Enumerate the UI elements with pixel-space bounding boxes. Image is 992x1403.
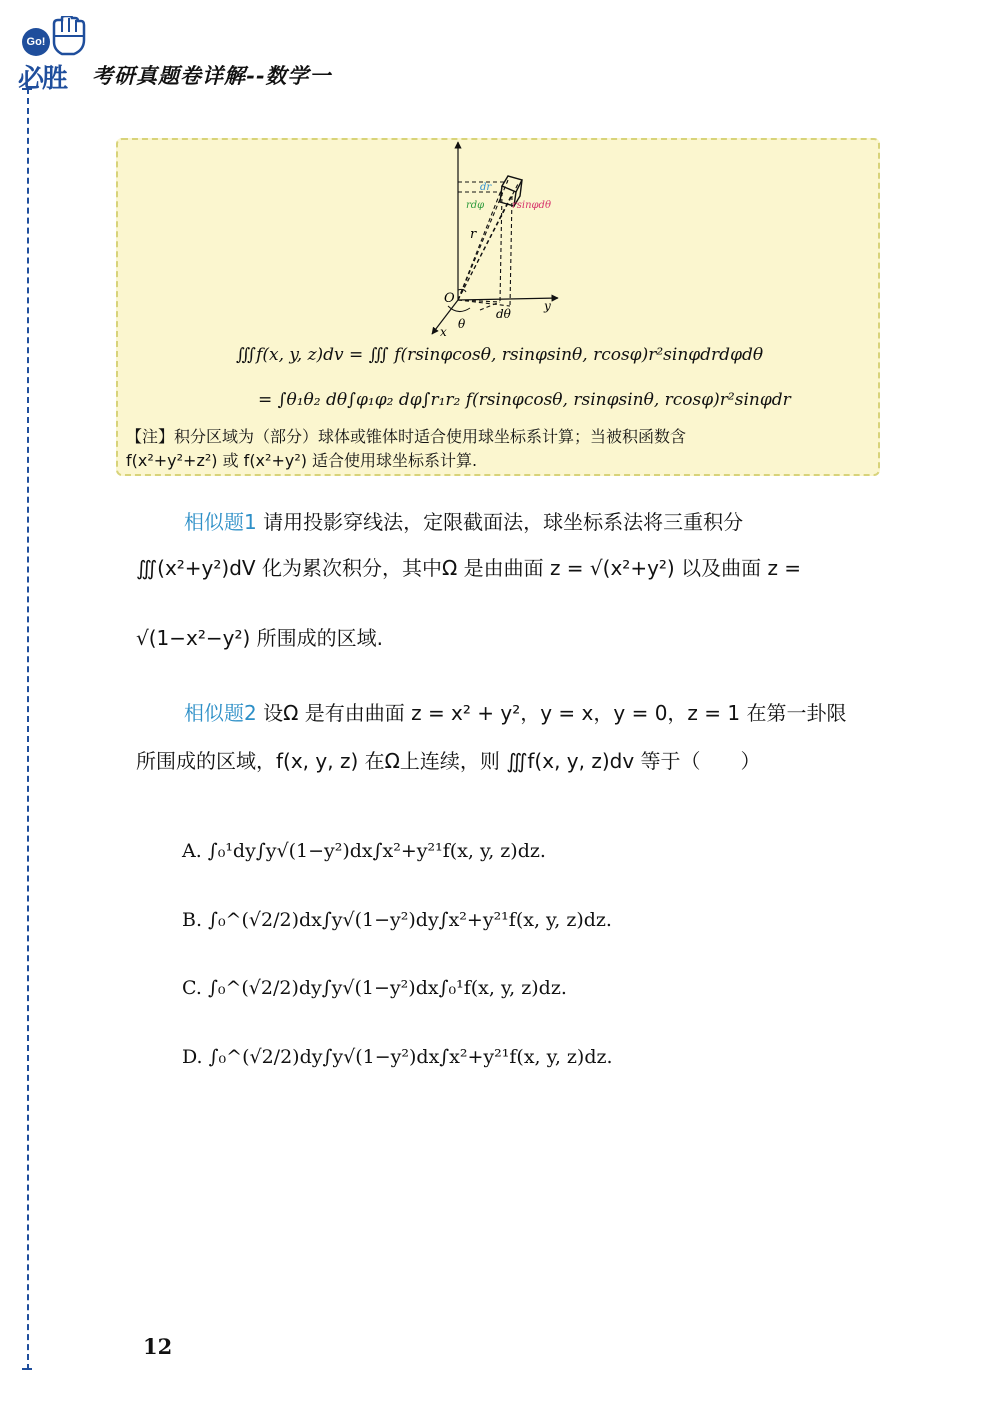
note-line-2: f(x²+y²+z²) 或 f(x²+y²) 适合使用球坐标系计算. [126, 451, 478, 470]
dtheta-label: dθ [496, 307, 511, 321]
fist-icon [48, 16, 86, 56]
question-1-line-1 [184, 506, 743, 535]
note-line-1: 【注】积分区域为（部分）球体或锥体时适合使用球坐标系计算；当被积函数含 [126, 427, 687, 446]
rdphi-label: rdφ [466, 200, 485, 211]
question-1-label: 相似题1 [184, 510, 257, 534]
option-d: D. ∫₀^(√2/2)dy∫y√(1−y²)dx∫x²+y²¹f(x, y, z)dz. [182, 1046, 613, 1068]
theta-label: θ [458, 317, 466, 331]
question-1-line-2: ∭(x²+y²)dV 化为累次积分，其中Ω 是由曲面 z = √(x²+y²) 以及曲面 z = [136, 556, 802, 580]
x-axis-label: x [440, 325, 447, 339]
theta-arc [448, 306, 470, 312]
spherical-coordinates-figure [420, 140, 580, 340]
margin-rule-top-cap [22, 88, 32, 90]
question-2-label: 相似题2 [184, 701, 257, 725]
y-axis-label: y [544, 299, 551, 313]
r-label: r [470, 227, 477, 242]
logo-brand: 必胜 [18, 64, 67, 94]
page-number: 12 [143, 1334, 173, 1359]
margin-rule [27, 88, 29, 1370]
question-1-text-1: 请用投影穿线法，定限截面法，球坐标系法将三重积分 [263, 510, 744, 534]
question-1-line-3: √(1−x²−y²) 所围成的区域. [136, 626, 384, 650]
option-c: C. ∫₀^(√2/2)dy∫y√(1−y²)dx∫₀¹f(x, y, z)dz. [182, 977, 567, 999]
option-a: A. ∫₀¹dy∫y√(1−y²)dx∫x²+y²¹f(x, y, z)dz. [182, 840, 546, 862]
question-2-text-1: 设Ω 是有由曲面 z = x² + y²，y = x，y = 0，z = 1 在第一卦限 [263, 701, 847, 725]
publisher-logo [18, 14, 88, 94]
origin-label: O [444, 291, 455, 306]
formula-line-2: = ∫θ₁θ₂ dθ∫φ₁φ₂ dφ∫r₁r₂ f(rsinφcosθ, rsinφsinθ, rcosφ)r²sinφdr [258, 390, 791, 410]
question-2-line-2: 所围成的区域，f(x, y, z) 在Ω上连续，则 ∭f(x, y, z)dv 等于（ ） [136, 749, 761, 773]
formula-line-1: ∭f(x, y, z)dv = ∭ f(rsinφcosθ, rsinφsinθ, rcosφ)r²sinφdrdφdθ [236, 345, 764, 365]
question-2-line-1 [184, 697, 846, 726]
y-axis [458, 298, 558, 300]
logo-go-badge: Go! [22, 28, 50, 56]
rsinphidtheta-label: rsinφdθ [512, 200, 551, 211]
margin-rule-bottom-cap [22, 1368, 32, 1370]
header-title: 考研真题卷详解--数学一 [92, 63, 332, 88]
option-b: B. ∫₀^(√2/2)dx∫y√(1−y²)dy∫x²+y²¹f(x, y, z)dz. [182, 909, 612, 931]
dr-label: dr [480, 182, 492, 193]
